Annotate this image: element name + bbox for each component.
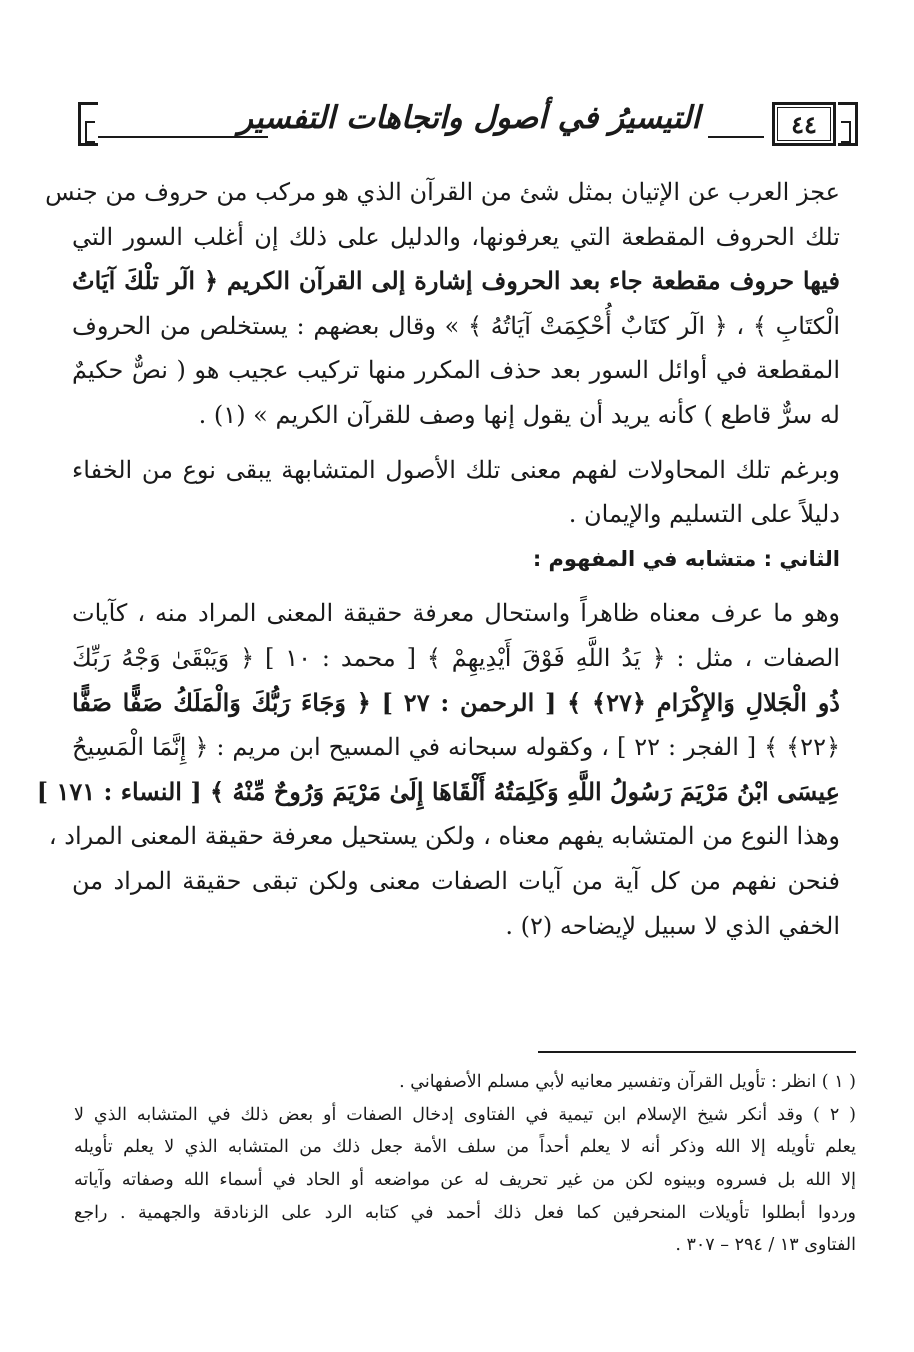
section-heading: الثاني : متشابه في المفهوم :	[532, 546, 840, 571]
text-line: وهذا النوع من المتشابه يفهم معناه ، ولكن يستحيل معرفة حقيقة المعنى المراد ،	[48, 822, 840, 851]
text-line: تلك الحروف المقطعة التي يعرفونها، والدليل على ذلك إن أغلب السور التي	[72, 222, 840, 251]
text-line: عِيسَى ابْنُ مَرْيَمَ رَسُولُ اللَّهِ وَكَلِمَتُهُ أَلْقَاهَا إِلَىٰ مَرْيَمَ وَرُوحٌ مِّنْهُ ﴾ [ النساء : ١٧١ ]	[36, 776, 840, 806]
main-text	[36, 170, 841, 948]
text-line: ﴿٢٢﴾ ﴾ [ الفجر : ٢٢ ] ، وكقوله سبحانه في المسيح ابن مريم : ﴿ إِنَّمَا الْمَسِيحُ	[72, 733, 841, 762]
header-ornament-right	[838, 102, 858, 146]
footnote-line: إلا الله بل فسروه وبينوه لكن من غير تحريف له عن مواضعه أو الحاد في أسماء الله وصفاته وآياته	[74, 1170, 856, 1191]
page-number: ٤٤	[777, 107, 831, 141]
page-header	[78, 98, 858, 156]
header-rule-left	[98, 136, 268, 138]
text-line: الْكتَابِ ﴾ ، ﴿ الٓر كتَابٌ أُحْكِمَتْ آيَاتُهُ ﴾ » وقال بعضهم : يستخلص من الحروف	[72, 311, 840, 340]
footnote-line: ( ١ ) انظر : تأويل القرآن وتفسير معانيه لأبي مسلم الأصفهاني .	[399, 1072, 856, 1092]
footnote-line: ( ٢ ) وقد أنكر شيخ الإسلام ابن تيمية في الفتاوى إدخال الصفات أو بعض ذلك في المتشابه الذي لا	[74, 1104, 856, 1125]
page-number-frame	[770, 98, 858, 148]
text-line: دليلاً على التسليم والإيمان .	[568, 500, 840, 529]
header-ornament-left	[78, 102, 98, 146]
text-line: فنحن نفهم من كل آية من آيات الصفات معنى ولكن تبقى حقيقة المراد من	[72, 866, 840, 895]
text-line: فيها حروف مقطعة جاء بعد الحروف إشارة إلى القرآن الكريم ﴿ الٓر تلْكَ آيَاتُ	[72, 266, 840, 296]
text-line: ذُو الْجَلالِ وَالإِكْرَامِ ﴿٢٧﴾ ﴾ [ الرحمن : ٢٧ ] ﴿ وَجَاءَ رَبُّكَ وَالْمَلَكُ صَفًّا صَفًّا	[72, 687, 840, 717]
text-line: وهو ما عرف معناه ظاهراً واستحال معرفة حقيقة المعنى المراد منه ، كآيات	[72, 599, 840, 628]
text-line: له سرٌّ قاطع ) كأنه يريد أن يقول إنها وصف للقرآن الكريم » (١) .	[198, 400, 840, 429]
footnote-line: وردوا أبطلوا تأويلات المنحرفين كما فعل ذلك أحمد في كتابه الرد على الزنادقة والجهمية . راجع	[74, 1202, 856, 1223]
text-line: وبرغم تلك المحاولات لفهم معنى تلك الأصول المتشابهة يبقى نوع من الخفاء	[72, 455, 840, 484]
header-rule-right	[708, 136, 764, 138]
footnotes	[74, 1066, 856, 1262]
text-line: الصفات ، مثل : ﴿ يَدُ اللَّهِ فَوْقَ أَيْدِيهِمْ ﴾ [ محمد : ١٠ ] ﴿ وَيَبْقَىٰ وَجْهُ رَبِّكَ	[72, 643, 841, 672]
text-line: المقطعة في أوائل السور بعد حذف المكرر منها تركيب عجيب هو ( نصٌّ حكيمٌ	[72, 356, 840, 385]
text-line: عجز العرب عن الإتيان بمثل شئ من القرآن الذي هو مركب من حروف من جنس	[45, 178, 840, 206]
footnote-line: الفتاوى ١٣ / ٢٩٤ – ٣٠٧ .	[675, 1235, 856, 1256]
footnote-line: يعلم تأويله إلا الله وذكر أنه لا يعلم أحداً من سلف الأمة جعل ذلك من المتشابه الذي لا يعلم تأويله	[74, 1137, 856, 1158]
text-line: الخفي الذي لا سبيل لإيضاحه (٢) .	[505, 911, 840, 940]
running-title: التيسيرُ في أصول واتجاهات التفسير	[237, 100, 700, 136]
footnote-separator	[538, 1051, 856, 1053]
